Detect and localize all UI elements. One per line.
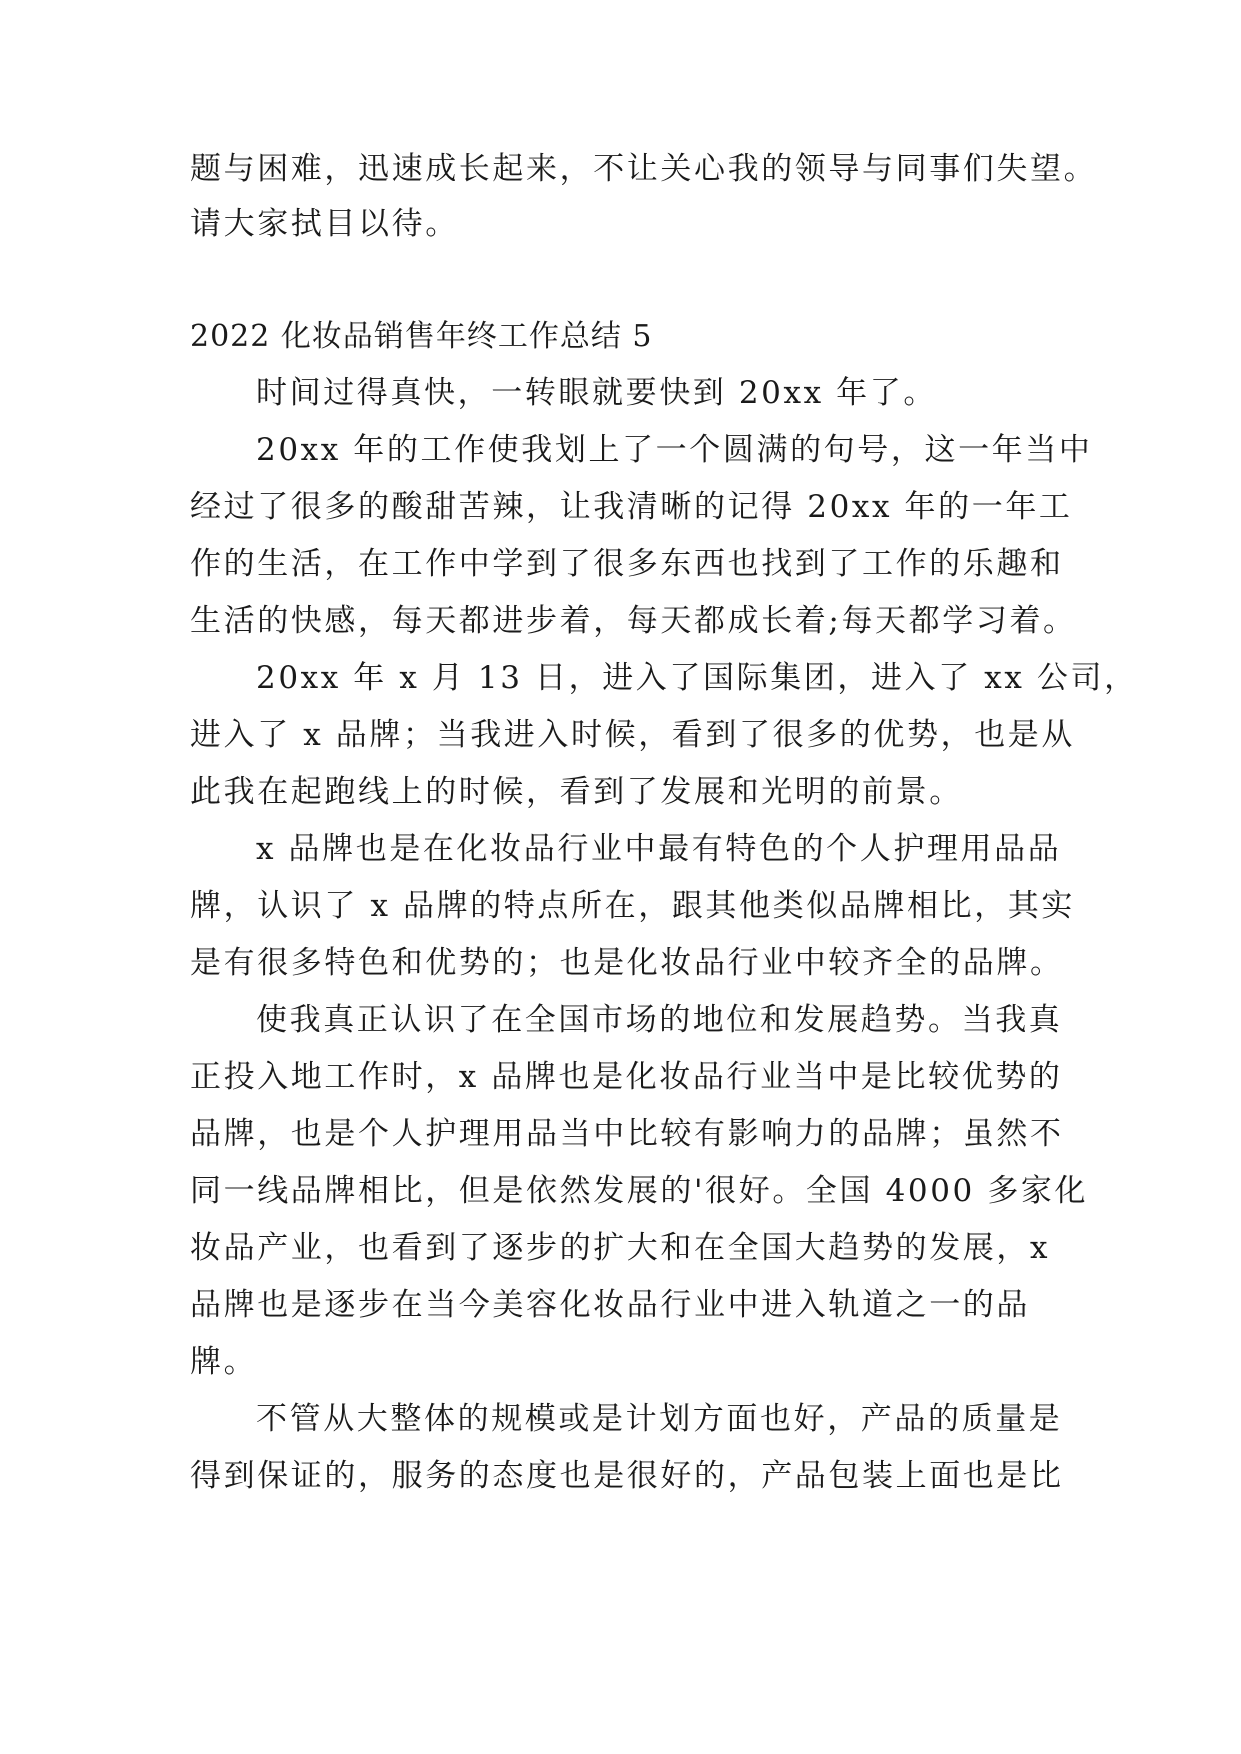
text-line: 得到保证的，服务的态度也是很好的，产品包装上面也是比 — [190, 1458, 1064, 1494]
text-line: 牌。 — [190, 1344, 258, 1380]
text-line: 品牌，也是个人护理用品当中比较有影响力的品牌；虽然不 — [190, 1116, 1064, 1152]
text-line: 是有很多特色和优势的；也是化妆品行业中较齐全的品牌。 — [190, 945, 1064, 981]
text-line: 品牌也是逐步在当今美容化妆品行业中进入轨道之一的品 — [190, 1287, 1030, 1323]
section-title: 2022 化妆品销售年终工作总结 5 — [190, 319, 653, 354]
text-line: 经过了很多的酸甜苦辣，让我清晰的记得 20xx 年的一年工 — [190, 489, 1073, 525]
text-line: 使我真正认识了在全国市场的地位和发展趋势。当我真 — [256, 1002, 1063, 1038]
text-line: 此我在起跑线上的时候，看到了发展和光明的前景。 — [190, 774, 963, 810]
text-line: 20xx 年的工作使我划上了一个圆满的句号，这一年当中 — [256, 432, 1093, 468]
text-line: 不管从大整体的规模或是计划方面也好，产品的质量是 — [256, 1401, 1063, 1437]
text-line: 生活的快感，每天都进步着，每天都成长着;每天都学习着。 — [190, 603, 1077, 639]
text-line: 进入了 x 品牌；当我进入时候，看到了很多的优势，也是从 — [190, 717, 1075, 753]
text-line: 题与困难，迅速成长起来，不让关心我的领导与同事们失望。 — [190, 151, 1098, 187]
text-line: 同一线品牌相比，但是依然发展的'很好。全国 4000 多家化 — [190, 1173, 1089, 1209]
text-line: 作的生活，在工作中学到了很多东西也找到了工作的乐趣和 — [190, 546, 1064, 582]
text-line: 20xx 年 x 月 13 日，进入了国际集团，进入了 xx 公司， — [256, 660, 1138, 696]
text-line: 时间过得真快，一转眼就要快到 20xx 年了。 — [256, 375, 937, 411]
text-line: x 品牌也是在化妆品行业中最有特色的个人护理用品品 — [256, 831, 1062, 867]
text-line: 正投入地工作时，x 品牌也是化妆品行业当中是比较优势的 — [190, 1059, 1063, 1095]
text-line: 妆品产业，也看到了逐步的扩大和在全国大趋势的发展，x — [190, 1230, 1051, 1266]
text-line: 牌，认识了 x 品牌的特点所在，跟其他类似品牌相比，其实 — [190, 888, 1075, 924]
text-line: 请大家拭目以待。 — [190, 206, 459, 242]
